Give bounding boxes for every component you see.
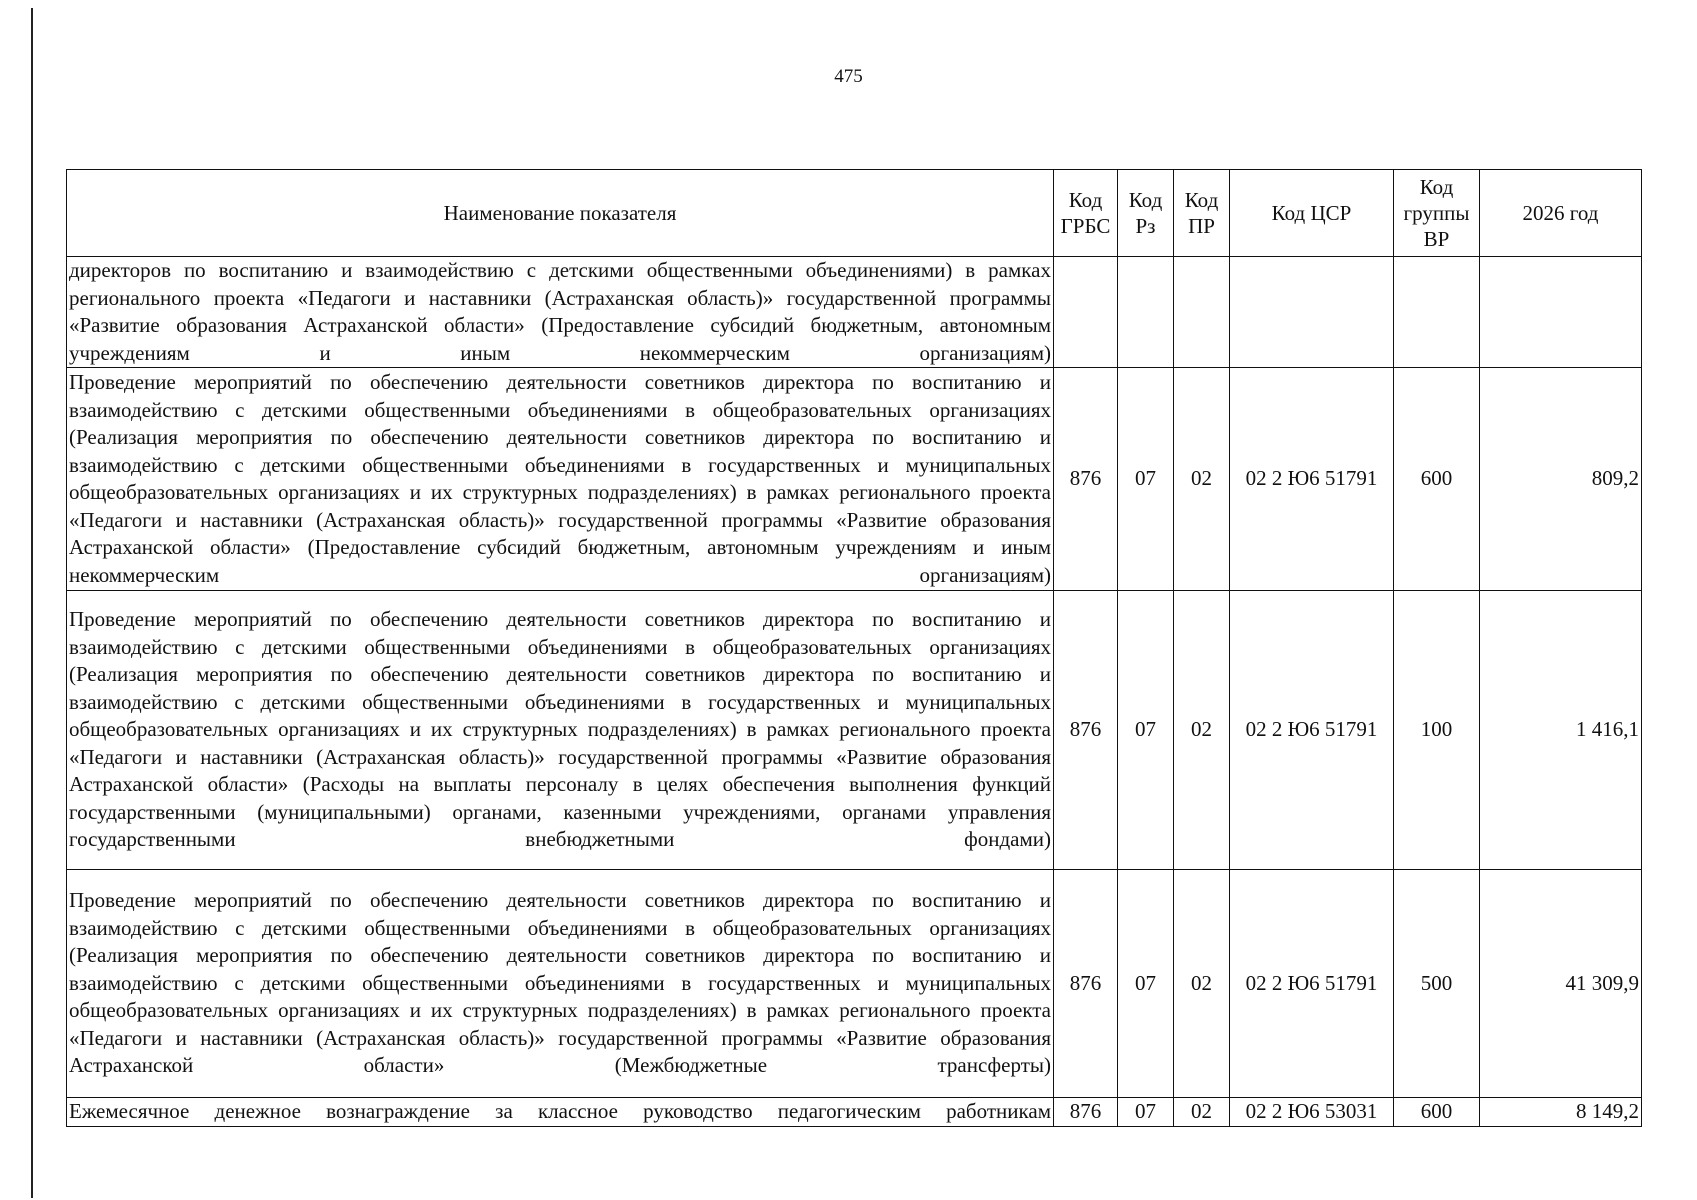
table-row bbox=[67, 870, 1642, 1098]
row-amount bbox=[1480, 257, 1642, 368]
row-csr: 02 2 Ю6 51791 bbox=[1230, 870, 1394, 1098]
table-header-row bbox=[67, 170, 1642, 257]
row-amount: 8 149,2 bbox=[1480, 1098, 1642, 1127]
header-pr: Код ПР bbox=[1174, 170, 1230, 257]
row-rz: 07 bbox=[1118, 368, 1174, 591]
table-row bbox=[67, 591, 1642, 870]
budget-table bbox=[66, 169, 1642, 1127]
row-name: Проведение мероприятий по обеспечению деятельности советников директора по воспитанию и взаимодействию с детскими общественными объединениями в общеобразовательных организациях (Реализация мероприятия по обеспечению деятельности советников директора по воспитанию и взаимодействию с детскими общественными объединениями в государственных и муниципальных общеобразовательных организациях и их структурных подразделениях) в рамках регионального проекта «Педагоги и наставники (Астраханская область)» государственной программы «Развитие образования Астраханской области» (Межбюджетные трансферты) bbox=[67, 870, 1054, 1098]
row-vr: 100 bbox=[1394, 591, 1480, 870]
row-vr: 500 bbox=[1394, 870, 1480, 1098]
row-grbs bbox=[1054, 257, 1118, 368]
row-rz bbox=[1118, 257, 1174, 368]
row-amount: 1 416,1 bbox=[1480, 591, 1642, 870]
row-csr bbox=[1230, 257, 1394, 368]
row-name: Проведение мероприятий по обеспечению деятельности советников директора по воспитанию и взаимодействию с детскими общественными объединениями в общеобразовательных организациях (Реализация мероприятия по обеспечению деятельности советников директора по воспитанию и взаимодействию с детскими общественными объединениями в государственных и муниципальных общеобразовательных организациях и их структурных подразделениях) в рамках регионального проекта «Педагоги и наставники (Астраханская область)» государственной программы «Развитие образования Астраханской области» (Предоставление субсидий бюджетным, автономным учреждениям и иным некоммерческим организациям) bbox=[67, 368, 1054, 591]
row-grbs: 876 bbox=[1054, 870, 1118, 1098]
row-pr: 02 bbox=[1174, 870, 1230, 1098]
row-amount: 41 309,9 bbox=[1480, 870, 1642, 1098]
row-pr: 02 bbox=[1174, 368, 1230, 591]
row-csr: 02 2 Ю6 53031 bbox=[1230, 1098, 1394, 1127]
row-rz: 07 bbox=[1118, 870, 1174, 1098]
table-row bbox=[67, 257, 1642, 368]
page-number: 475 bbox=[834, 66, 863, 87]
row-amount: 809,2 bbox=[1480, 368, 1642, 591]
header-vr: Код группы ВР bbox=[1394, 170, 1480, 257]
row-grbs: 876 bbox=[1054, 1098, 1118, 1127]
row-name: Ежемесячное денежное вознаграждение за классное руководство педагогическим работникам bbox=[67, 1098, 1054, 1127]
row-pr bbox=[1174, 257, 1230, 368]
row-name: Проведение мероприятий по обеспечению деятельности советников директора по воспитанию и взаимодействию с детскими общественными объединениями в общеобразовательных организациях (Реализация мероприятия по обеспечению деятельности советников директора по воспитанию и взаимодействию с детскими общественными объединениями в государственных и муниципальных общеобразовательных организациях и их структурных подразделениях) в рамках регионального проекта «Педагоги и наставники (Астраханская область)» государственной программы «Развитие образования Астраханской области» (Расходы на выплаты персоналу в целях обеспечения выполнения функций государственными (муниципальными) органами, казенными учреждениями, органами управления государственными внебюджетными фондами) bbox=[67, 591, 1054, 870]
row-grbs: 876 bbox=[1054, 368, 1118, 591]
row-grbs: 876 bbox=[1054, 591, 1118, 870]
table-row bbox=[67, 1098, 1642, 1127]
header-year: 2026 год bbox=[1480, 170, 1642, 257]
row-rz: 07 bbox=[1118, 1098, 1174, 1127]
row-vr: 600 bbox=[1394, 1098, 1480, 1127]
row-vr: 600 bbox=[1394, 368, 1480, 591]
row-csr: 02 2 Ю6 51791 bbox=[1230, 591, 1394, 870]
row-name: директоров по воспитанию и взаимодействию с детскими общественными объединениями) в рамках регионального проекта «Педагоги и наставники (Астраханская область)» государственной программы «Развитие образования Астраханской области» (Предоставление субсидий бюджетным, автономным учреждениям и иным некоммерческим организациям) bbox=[67, 257, 1054, 368]
margin-line bbox=[31, 8, 33, 1198]
header-csr: Код ЦСР bbox=[1230, 170, 1394, 257]
row-csr: 02 2 Ю6 51791 bbox=[1230, 368, 1394, 591]
row-pr: 02 bbox=[1174, 1098, 1230, 1127]
header-rz: Код Рз bbox=[1118, 170, 1174, 257]
row-pr: 02 bbox=[1174, 591, 1230, 870]
table-row bbox=[67, 368, 1642, 591]
row-vr bbox=[1394, 257, 1480, 368]
header-grbs: Код ГРБС bbox=[1054, 170, 1118, 257]
header-name: Наименование показателя bbox=[67, 170, 1054, 257]
row-rz: 07 bbox=[1118, 591, 1174, 870]
